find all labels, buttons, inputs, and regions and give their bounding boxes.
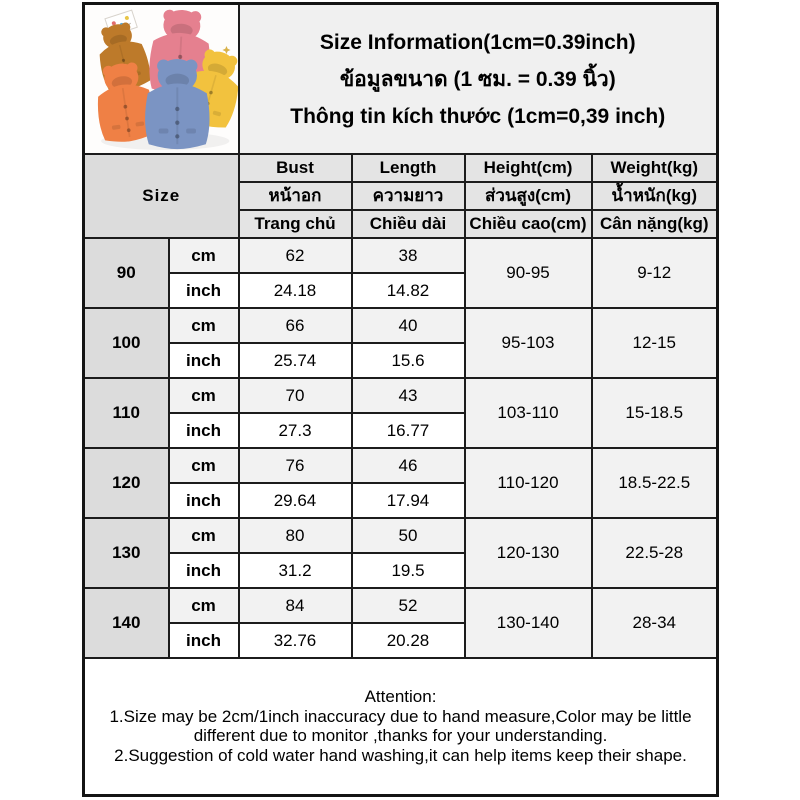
bust-inch-value: 27.3	[239, 413, 352, 448]
size-row-110-cm	[84, 378, 718, 413]
length-inch-value: 19.5	[352, 553, 465, 588]
attention-title: Attention:	[364, 687, 437, 707]
product-photo	[85, 5, 238, 153]
height-range-value: 130-140	[465, 588, 592, 658]
size-row-90-cm	[84, 238, 718, 273]
size-value: 140	[84, 588, 169, 658]
col-header-length-en: Length	[352, 154, 465, 182]
size-value: 130	[84, 518, 169, 588]
unit-inch-label: inch	[169, 343, 239, 378]
col-header-weight-en: Weight(kg)	[592, 154, 718, 182]
length-cm-value: 46	[352, 448, 465, 483]
length-cm-value: 38	[352, 238, 465, 273]
bust-inch-value: 25.74	[239, 343, 352, 378]
weight-range-value: 22.5-28	[592, 518, 718, 588]
col-header-height-th: ส่วนสูง(cm)	[465, 182, 592, 210]
hooded-jackets-illustration	[85, 5, 238, 153]
weight-range-value: 9-12	[592, 238, 718, 308]
unit-cm-label: cm	[169, 448, 239, 483]
length-cm-value: 52	[352, 588, 465, 623]
size-header-label: Size	[84, 154, 239, 238]
size-table-body	[84, 238, 718, 658]
length-cm-value: 43	[352, 378, 465, 413]
size-value: 110	[84, 378, 169, 448]
size-row-130-cm	[84, 518, 718, 553]
title-cell	[239, 4, 718, 155]
size-table	[82, 2, 719, 797]
weight-range-value: 15-18.5	[592, 378, 718, 448]
height-range-value: 110-120	[465, 448, 592, 518]
product-photo-cell	[84, 4, 239, 155]
height-range-value: 90-95	[465, 238, 592, 308]
length-cm-value: 40	[352, 308, 465, 343]
header-block	[84, 4, 718, 155]
length-inch-value: 17.94	[352, 483, 465, 518]
col-header-length-th: ความยาว	[352, 182, 465, 210]
size-value: 120	[84, 448, 169, 518]
bust-cm-value: 62	[239, 238, 352, 273]
unit-cm-label: cm	[169, 588, 239, 623]
bust-cm-value: 80	[239, 518, 352, 553]
col-header-length-vi: Chiều dài	[352, 210, 465, 238]
attention-note-1: 1.Size may be 2cm/1inch inaccuracy due to hand measure,Color may be little different due to monitor ,thanks for your understanding.	[109, 706, 692, 746]
size-row-100-cm	[84, 308, 718, 343]
length-inch-value: 16.77	[352, 413, 465, 448]
size-row-140-cm	[84, 588, 718, 623]
column-header-row-en	[84, 154, 718, 182]
length-inch-value: 20.28	[352, 623, 465, 658]
col-header-bust-th: หน้าอก	[239, 182, 352, 210]
weight-range-value: 28-34	[592, 588, 718, 658]
height-range-value: 103-110	[465, 378, 592, 448]
attention-cell	[84, 658, 718, 795]
unit-cm-label: cm	[169, 308, 239, 343]
bust-inch-value: 29.64	[239, 483, 352, 518]
weight-range-value: 18.5-22.5	[592, 448, 718, 518]
size-row-120-cm	[84, 448, 718, 483]
unit-inch-label: inch	[169, 483, 239, 518]
title-english: Size Information(1cm=0.39inch)	[319, 30, 636, 54]
bust-inch-value: 24.18	[239, 273, 352, 308]
length-cm-value: 50	[352, 518, 465, 553]
bust-inch-value: 32.76	[239, 623, 352, 658]
height-range-value: 95-103	[465, 308, 592, 378]
bust-inch-value: 31.2	[239, 553, 352, 588]
col-header-height-vi: Chiều cao(cm)	[465, 210, 592, 238]
weight-range-value: 12-15	[592, 308, 718, 378]
length-inch-value: 15.6	[352, 343, 465, 378]
unit-inch-label: inch	[169, 553, 239, 588]
col-header-bust-en: Bust	[239, 154, 352, 182]
height-range-value: 120-130	[465, 518, 592, 588]
unit-inch-label: inch	[169, 413, 239, 448]
col-header-weight-th: น้ำหนัก(kg)	[592, 182, 718, 210]
unit-cm-label: cm	[169, 378, 239, 413]
unit-cm-label: cm	[169, 238, 239, 273]
attention-note-2: 2.Suggestion of cold water hand washing,it can help items keep their shape.	[114, 745, 687, 765]
col-header-height-en: Height(cm)	[465, 154, 592, 182]
title-thai: ข้อมูลขนาด (1 ซม. = 0.39 นิ้ว)	[339, 67, 616, 91]
bust-cm-value: 84	[239, 588, 352, 623]
length-inch-value: 14.82	[352, 273, 465, 308]
unit-inch-label: inch	[169, 273, 239, 308]
unit-cm-label: cm	[169, 518, 239, 553]
col-header-bust-vi: Trang chủ	[239, 210, 352, 238]
title-vietnamese: Thông tin kích thước (1cm=0,39 inch)	[290, 104, 666, 128]
attention-row	[84, 658, 718, 795]
size-value: 100	[84, 308, 169, 378]
bust-cm-value: 70	[239, 378, 352, 413]
bust-cm-value: 66	[239, 308, 352, 343]
size-value: 90	[84, 238, 169, 308]
col-header-weight-vi: Cân nặng(kg)	[592, 210, 718, 238]
bust-cm-value: 76	[239, 448, 352, 483]
unit-inch-label: inch	[169, 623, 239, 658]
